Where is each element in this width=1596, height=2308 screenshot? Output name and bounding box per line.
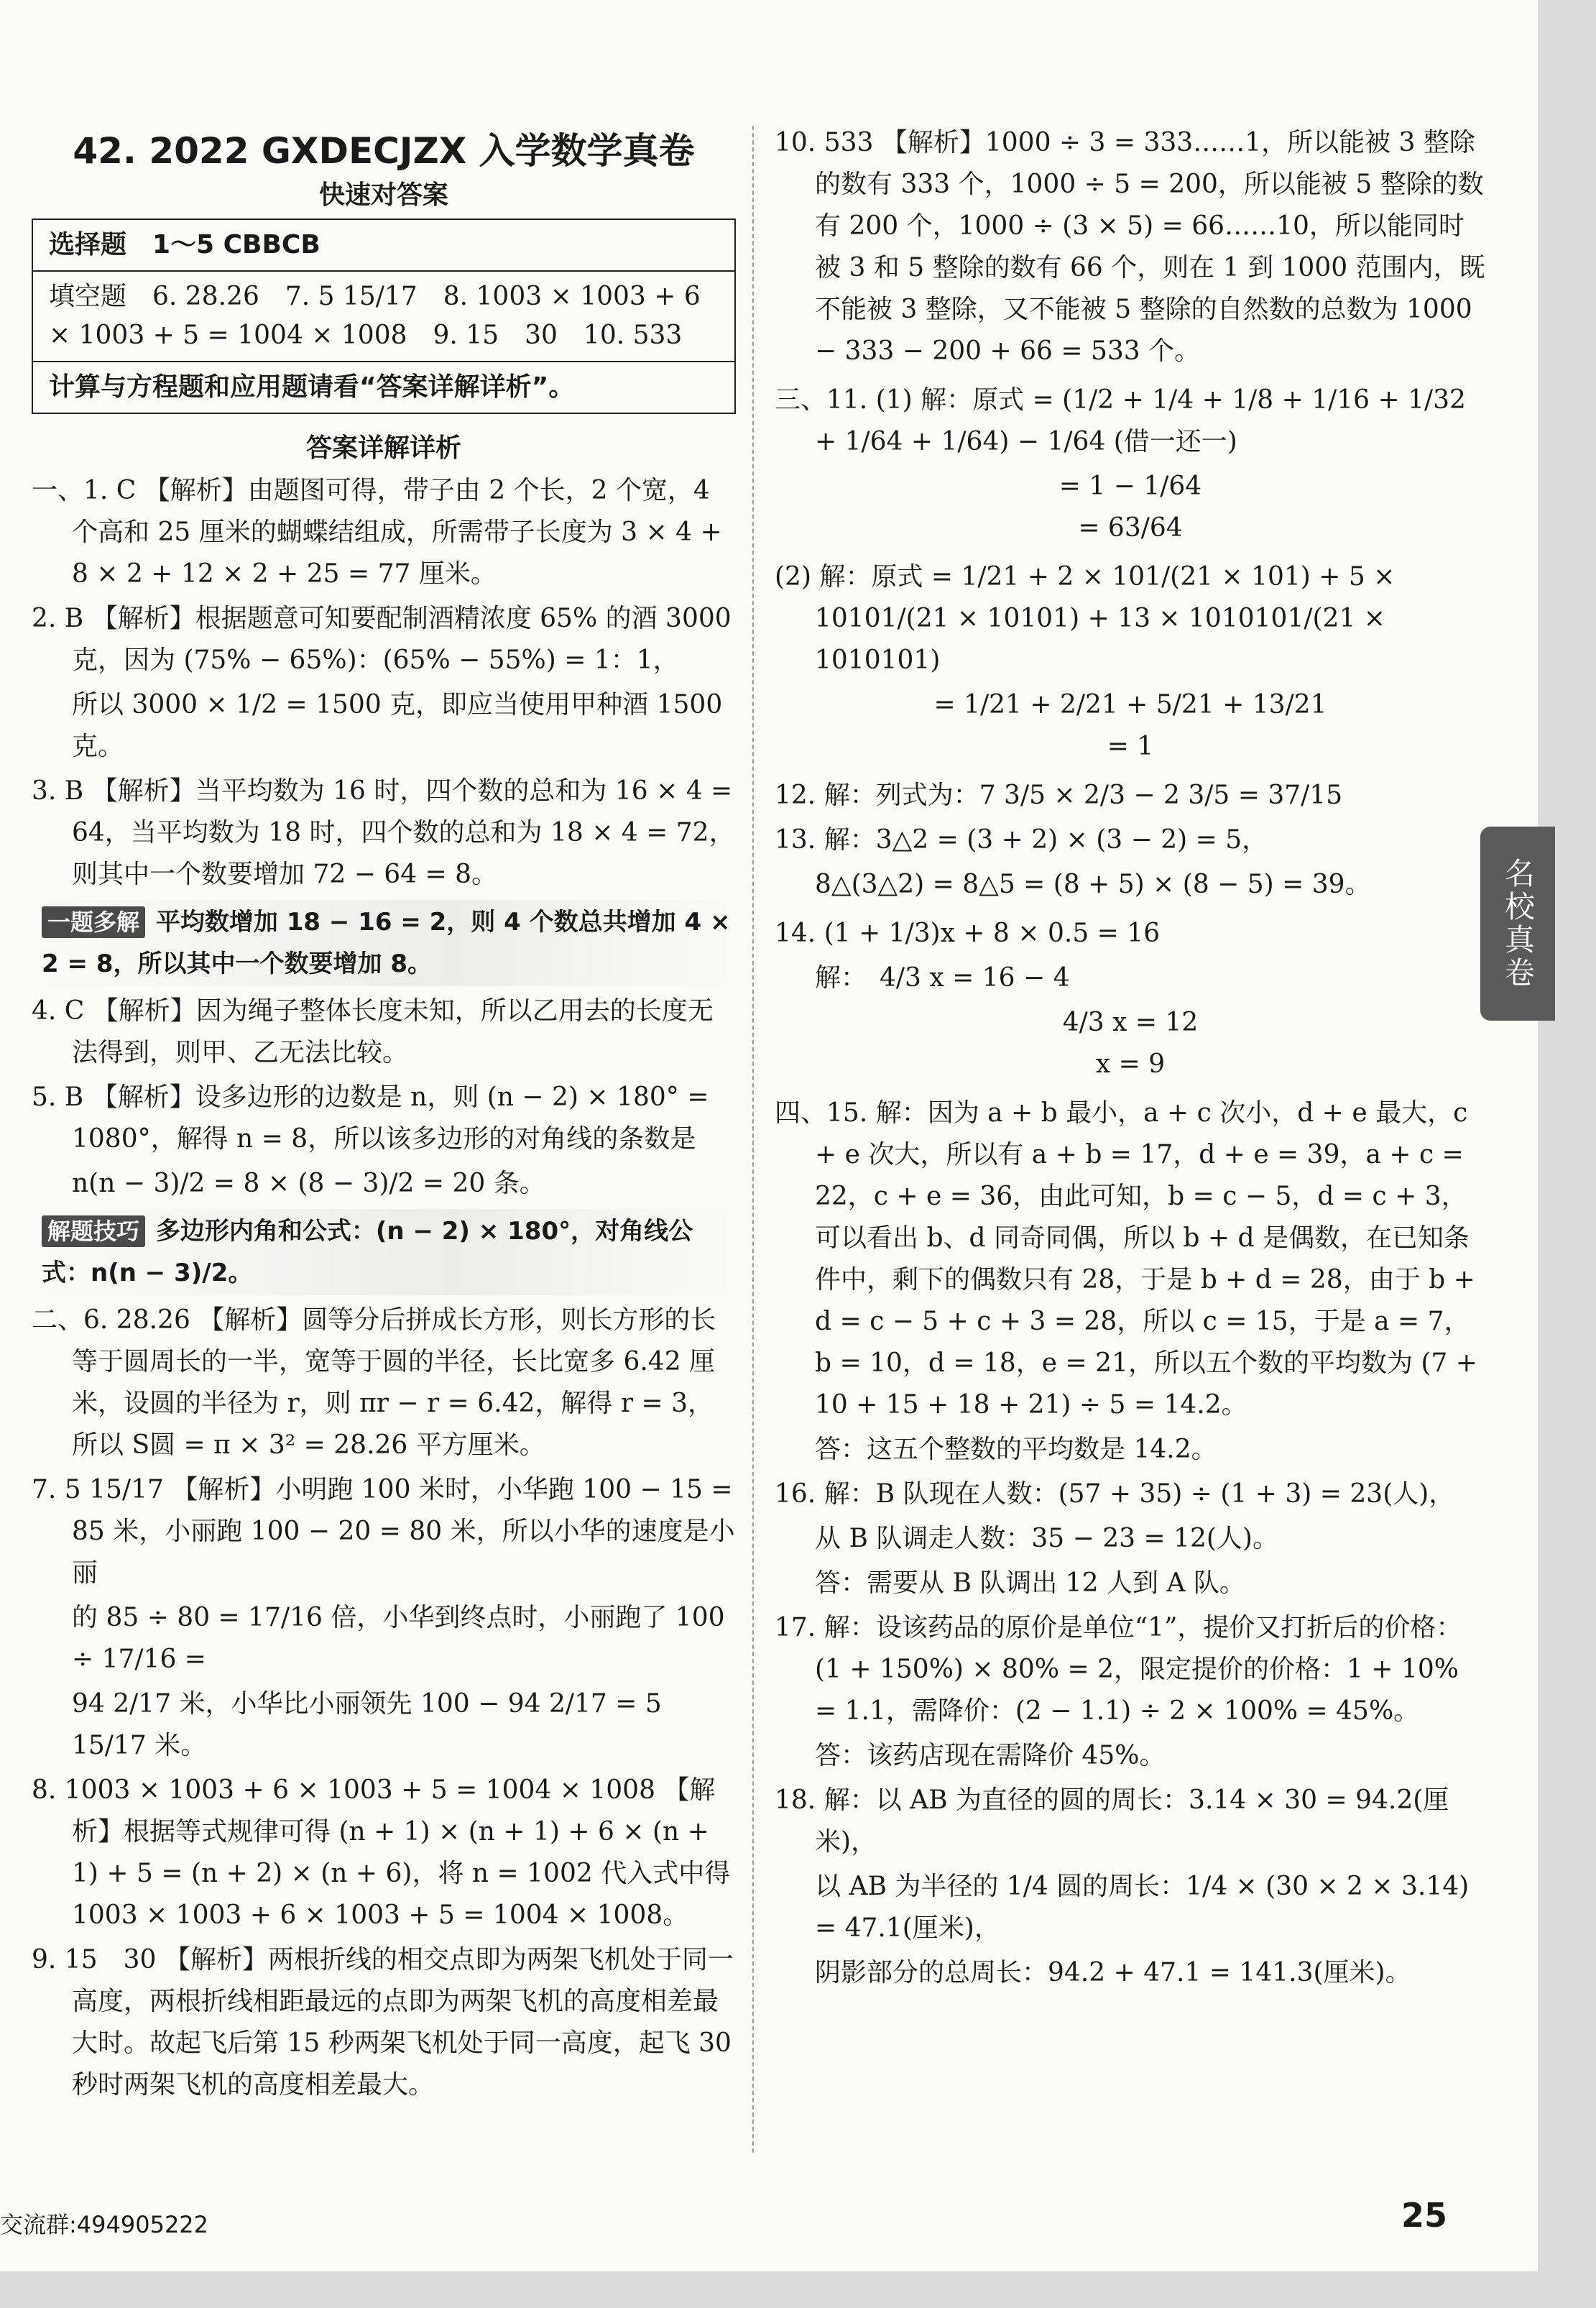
answer-11-step3: = 63/64	[1078, 513, 1183, 543]
answer-12: 12. 解：列式为：7 3/5 × 2/3 − 2 3/5 = 37/15	[775, 781, 1343, 810]
left-column	[32, 122, 736, 2109]
answer-14c: 4/3 x = 12	[1062, 1008, 1199, 1037]
answer-4: 4. C 【解析】因为绳子整体长度未知，所以乙用去的长度无法得到，则甲、乙无法比较。	[32, 996, 714, 1067]
answer-6: 二、6. 28.26 【解析】圆等分后拼成长方形，则长方形的长等于圆周长的一半，宽等于圆的半径，长比宽多 6.42 厘米，设圆的半径为 r，则 πr − r = 6.42，解得 r = 3，所以 S圆 = π × 3² = 28.26 平方厘米。	[32, 1305, 716, 1460]
tip-text: 平均数增加 18 − 16 = 2，则 4 个数总共增加 4 × 2 = 8，所以其中一个数要增加 8。	[42, 908, 731, 978]
answer-14b: 解： 4/3 x = 16 − 4	[815, 963, 1070, 993]
answer-7c: 94 2/17 米，小华比小丽领先 100 − 94 2/17 = 5 15/17 米。	[72, 1689, 662, 1760]
tip-multiple-solutions	[32, 900, 736, 986]
tip-text: 多边形内角和公式：(n − 2) × 180°，对角线公式：n(n − 3)/2。	[42, 1217, 693, 1287]
detail-heading: 答案详解详析	[305, 433, 461, 463]
answer-7b: 的 85 ÷ 80 = 17/16 倍，小华到终点时，小丽跑了 100 ÷ 17/16 =	[72, 1603, 725, 1674]
page-number: 25	[1401, 2196, 1448, 2235]
answer-2a: 2. B 【解析】根据题意可知要配制酒精浓度 65% 的酒 3000 克，因为 (75% − 65%)：(65% − 55%) = 1：1，	[32, 604, 732, 675]
answer-14a: 14. (1 + 1/3)x + 8 × 0.5 = 16	[775, 919, 1161, 948]
answer-5a: 5. B 【解析】设多边形的边数是 n，则 (n − 2) × 180° = 1080°，解得 n = 8，所以该多边形的对角线的条数是	[32, 1082, 709, 1154]
answer-18c: 阴影部分的总周长：94.2 + 47.1 = 141.3(厘米)。	[815, 1958, 1411, 1987]
answer-7a: 7. 5 15/17 【解析】小明跑 100 米时，小华跑 100 − 15 = 85 米，小丽跑 100 − 20 = 80 米，所以小华的速度是小丽	[32, 1475, 735, 1588]
tip-tag: 解题技巧	[42, 1215, 145, 1247]
answer-15: 四、15. 解：因为 a + b 最小，a + c 次小，d + e 最大，c + e 次大，所以有 a + b = 17，d + e = 39，a + c = 22，c + e = 36，由此可知，b = c − 5，d = c + 3，可以看出 b、d 同奇同偶，所以 b + d 是偶数，在已知条件中，剩下的偶数只有 28，于是 b + d = 28，由于 b + d = c − 5 + c + 3 = 28，所以 c = 15，于是 a = 7，b = 10，d = 18，e = 21，所以五个数的平均数为 (7 + 10 + 15 + 18 + 21) ÷ 5 = 14.2。	[775, 1098, 1477, 1420]
answer-9: 9. 15 30 【解析】两根折线的相交点即为两架飞机处于同一高度，两根折线相距最远的点即为两架飞机的高度相差最大时。故起飞后第 15 秒两架飞机处于同一高度，起飞 30 秒时两架飞机的高度相差最大。	[32, 1945, 734, 2100]
answer-15-conclusion: 答：这五个整数的平均数是 14.2。	[815, 1435, 1217, 1464]
answer-16a: 16. 解：B 队现在人数：(57 + 35) ÷ (1 + 3) = 23(人)，	[775, 1479, 1455, 1509]
answer-14d: x = 9	[1095, 1049, 1166, 1079]
answer-11-part1: 三、11. (1) 解：原式 = (1/2 + 1/4 + 1/8 + 1/16 + 1/32 + 1/64 + 1/64) − 1/64 (借一还一)	[775, 385, 1466, 456]
footer-group: 交流群:494905222	[0, 2211, 209, 2238]
answer-11-step2: = 1 − 1/64	[1058, 472, 1202, 501]
answer-11-part2-step3: = 1	[1107, 732, 1154, 761]
answer-5b: n(n − 3)/2 = 8 × (8 − 3)/2 = 20 条。	[72, 1169, 545, 1198]
tip-solving-technique	[32, 1209, 736, 1295]
answer-16b: 从 B 队调走人数：35 − 23 = 12(人)。	[815, 1524, 1278, 1553]
answer-17-conclusion: 答：该药店现在需降价 45%。	[815, 1741, 1166, 1770]
answer-10: 10. 533 【解析】1000 ÷ 3 = 333……1，所以能被 3 整除的数有 333 个，1000 ÷ 5 = 200，所以能被 5 整除的数有 200 个，1000 ÷ (3 × 5) = 66……10，所以能同时被 3 和 5 整除的数有 66 个，则在 1 到 1000 范围内，既不能被 3 整除，又不能被 5 整除的自然数的总数为 1000 − 333 − 200 + 66 = 533 个。	[775, 128, 1485, 366]
page-title: 42. 2022 GXDECJZX 入学数学真卷	[73, 130, 695, 172]
quick-answer-heading: 快速对答案	[318, 180, 448, 210]
answer-11-part2-step2: = 1/21 + 2/21 + 5/21 + 13/21	[933, 690, 1327, 719]
side-tab: 名校真卷	[1480, 827, 1555, 1021]
answer-16-conclusion: 答：需要从 B 队调出 12 人到 A 队。	[815, 1568, 1245, 1598]
quick-answer-note: 计算与方程题和应用题请看“答案详解详析”。	[49, 372, 575, 402]
answer-2b: 所以 3000 × 1/2 = 1500 克，即应当使用甲种酒 1500 克。	[72, 690, 723, 761]
answer-17: 17. 解：设该药品的原价是单位“1”，提价又打折后的价格：(1 + 150%) × 80% = 2，限定提价的价格：1 + 10% = 1.1，需降价：(2 − 1.1) ÷ 2 × 100% = 45%。	[775, 1613, 1462, 1726]
right-column	[775, 122, 1486, 1997]
answer-13b: 8△(3△2) = 8△5 = (8 + 5) × (8 − 5) = 39。	[815, 870, 1371, 899]
quick-answer-fill: 填空题 6. 28.26 7. 5 15/17 8. 1003 × 1003 + 6 × 1003 + 5 = 1004 × 1008 9. 15 30 10. 533	[33, 272, 734, 362]
column-divider	[752, 126, 754, 2153]
answer-1: 一、1. C 【解析】由题图可得，带子由 2 个长，2 个宽，4 个高和 25 厘米的蝴蝶结组成，所需带子长度为 3 × 4 + 8 × 2 + 12 × 2 + 25 = 77 厘米。	[32, 476, 722, 589]
answer-18a: 18. 解：以 AB 为直径的圆的周长：3.14 × 30 = 94.2(厘米)，	[775, 1785, 1449, 1857]
answer-3: 3. B 【解析】当平均数为 16 时，四个数的总和为 16 × 4 = 64，当平均数为 18 时，四个数的总和为 18 × 4 = 72，则其中一个数要增加 72 − 64 = 8。	[32, 776, 735, 889]
quick-answer-choice: 选择题 1～5 CBBCB	[33, 220, 734, 272]
tip-tag: 一题多解	[42, 906, 145, 938]
answer-11-part2: (2) 解：原式 = 1/21 + 2 × 101/(21 × 101) + 5 × 10101/(21 × 10101) + 13 × 1010101/(21 × 1010101)	[775, 562, 1396, 675]
quick-answer-box	[32, 219, 736, 414]
answer-13a: 13. 解：3△2 = (3 + 2) × (3 − 2) = 5，	[775, 825, 1268, 855]
answer-18b: 以 AB 为半径的 1/4 圆的周长：1/4 × (30 × 2 × 3.14) = 47.1(厘米)，	[815, 1872, 1470, 1943]
answer-8: 8. 1003 × 1003 + 6 × 1003 + 5 = 1004 × 1008 【解析】根据等式规律可得 (n + 1) × (n + 1) + 6 × (n + 1) + 5 = (n + 2) × (n + 6)，将 n = 1002 代入式中得 1003 × 1003 + 6 × 1003 + 5 = 1004 × 1008。	[32, 1775, 731, 1930]
